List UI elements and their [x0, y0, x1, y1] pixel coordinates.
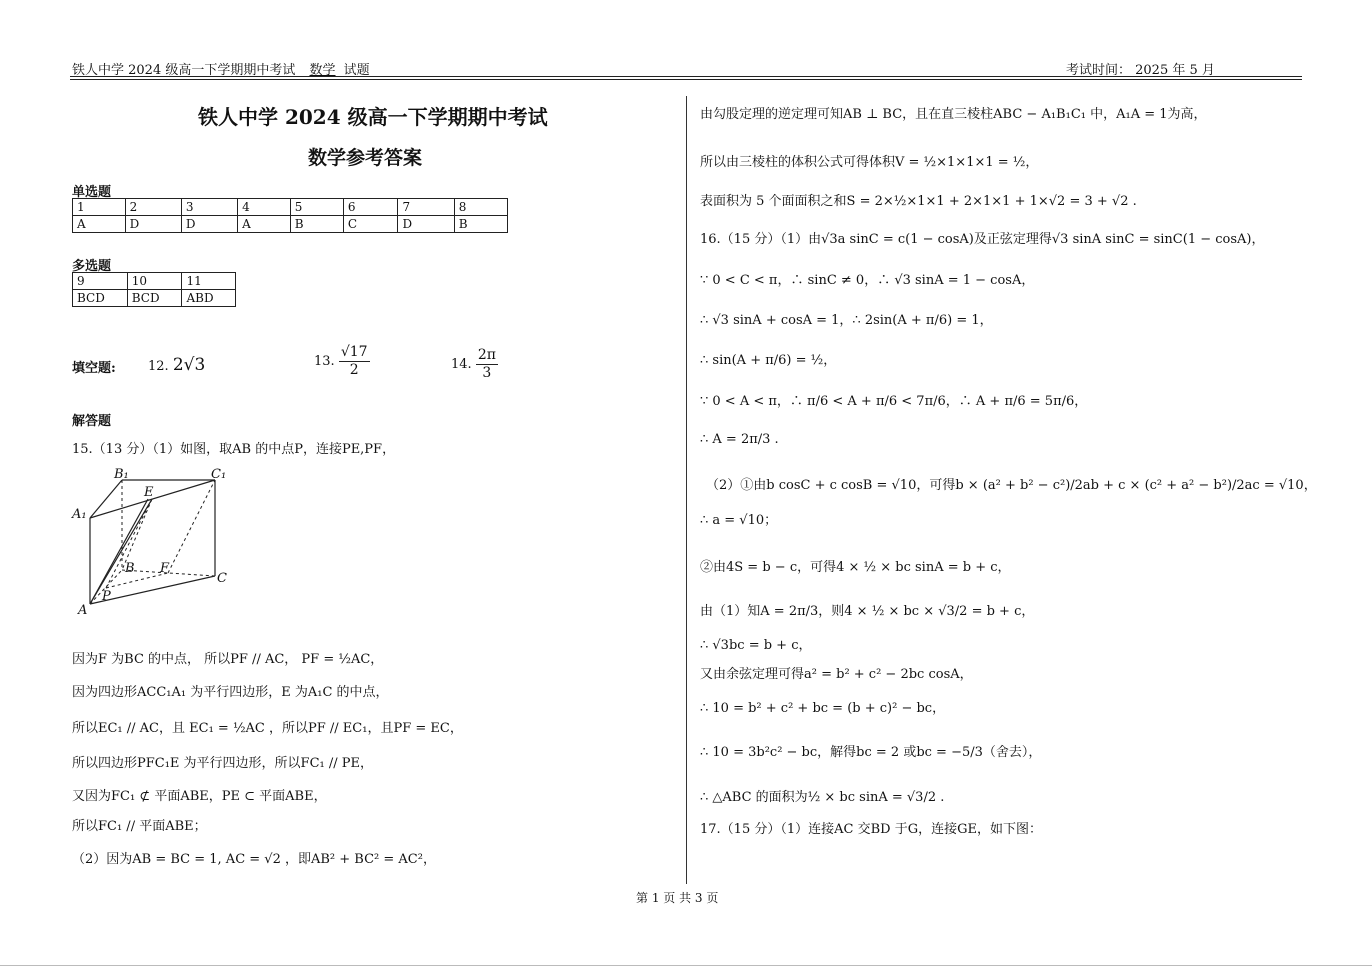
table-cell: 10	[127, 273, 182, 290]
right-line-12: ②由4S = b − c，可得4 × ½ × bc sinA = b + c，	[700, 560, 1011, 575]
fig-label-e: E	[144, 485, 154, 500]
q15-line-4: 所以四边形PFC₁E 为平行四边形，所以FC₁ // PE，	[72, 756, 373, 771]
table-cell: ABD	[182, 290, 236, 307]
fig-label-f: F	[160, 561, 170, 576]
q15-line-3: 所以EC₁ // AC，且 EC₁ = ½AC ，所以PF // EC₁，且PF = EC，	[72, 721, 463, 736]
right-line-16: ∴ 10 = b² + c² + bc = (b + c)² − bc，	[700, 701, 946, 716]
table-cell: 9	[73, 273, 128, 290]
table-cell: B	[454, 216, 507, 233]
table-cell: 1	[73, 199, 126, 216]
single-choice-label: 单选题	[72, 185, 112, 200]
table-cell: 3	[181, 199, 237, 216]
table-cell: D	[181, 216, 237, 233]
fig-label-a1: A₁	[72, 507, 87, 522]
right-line-9: ∴ A = 2π/3 .	[700, 432, 779, 447]
table-cell: A	[73, 216, 126, 233]
multi-choice-table	[72, 272, 236, 307]
right-line-19: 17.（15 分）（1）连接AC 交BD 于G，连接GE，如下图：	[700, 822, 1042, 837]
fill-q14-denom: 3	[482, 365, 492, 381]
fill-q12	[148, 355, 205, 375]
bottom-edge	[0, 965, 1372, 966]
fill-q13	[314, 344, 370, 379]
table-row	[73, 199, 508, 216]
table-cell: 5	[290, 199, 343, 216]
right-line-7: ∴ sin(A + π/6) = ½，	[700, 353, 837, 368]
fill-q12-num: 12.	[148, 359, 169, 374]
table-row	[73, 273, 236, 290]
table-cell: D	[398, 216, 454, 233]
table-cell: BCD	[127, 290, 182, 307]
fig-label-c: C	[217, 571, 227, 586]
solution-label: 解答题	[72, 414, 112, 429]
page-subtitle: 数学参考答案	[308, 147, 423, 169]
table-cell: 7	[398, 199, 454, 216]
table-cell: D	[125, 216, 181, 233]
fill-label: 填空题:	[72, 361, 116, 376]
header-rule	[70, 76, 1302, 77]
table-row	[73, 216, 508, 233]
right-line-6: ∴ √3 sinA + cosA = 1，∴ 2sin(A + π/6) = 1，	[700, 313, 993, 328]
page-title: 铁人中学 2024 级高一下学期期中考试	[198, 105, 548, 129]
table-cell: C	[343, 216, 398, 233]
single-choice-table	[72, 198, 508, 233]
q15-line-2: 因为四边形ACC₁A₁ 为平行四边形，E 为A₁C 的中点，	[72, 685, 389, 700]
right-line-11: ∴ a = √10；	[700, 513, 778, 528]
q15-line-7: （2）因为AB = BC = 1, AC = √2 ，即AB² + BC² = AC²，	[72, 852, 436, 867]
table-cell: 4	[238, 199, 291, 216]
header-suffix: 试题	[343, 63, 370, 78]
fig-label-c1: C₁	[211, 467, 227, 482]
multi-choice-label: 多选题	[72, 259, 112, 274]
q15-head: 15.（13 分）（1）如图，取AB 的中点P，连接PE,PF，	[72, 442, 396, 457]
right-line-5: ∵ 0 < C < π，∴ sinC ≠ 0，∴ √3 sinA = 1 − cosA，	[700, 273, 1035, 288]
header-subject: 数学	[309, 63, 336, 78]
column-divider	[686, 96, 687, 884]
q15-line-6: 所以FC₁ // 平面ABE；	[72, 819, 207, 834]
page-number: 第 1 页 共 3 页	[636, 891, 719, 905]
table-row	[73, 290, 236, 307]
header-school: 铁人中学 2024 级高一下学期期中考试	[72, 63, 296, 78]
right-line-10: （2）①由b cosC + c cosB = √10，可得b × (a² + b² − c²)/2ab + c × (c² + a² − b²)/2ac = √10，	[706, 478, 1317, 493]
header-rule-thin	[70, 79, 1302, 80]
right-line-8: ∵ 0 < A < π，∴ π/6 < A + π/6 < 7π/6，∴ A + π/6 = 5π/6，	[700, 394, 1088, 409]
right-line-18: ∴ △ABC 的面积为½ × bc sinA = √3/2 .	[700, 790, 945, 805]
fill-q13-numer: √17	[340, 344, 368, 360]
table-cell: 6	[343, 199, 398, 216]
fill-q14-numer: 2π	[477, 347, 496, 363]
q15-line-5: 又因为FC₁ ⊄ 平面ABE，PE ⊂ 平面ABE，	[72, 789, 327, 804]
right-line-14: ∴ √3bc = b + c，	[700, 638, 812, 653]
fill-q13-num: 13.	[314, 354, 335, 369]
fig-label-b: B	[125, 561, 135, 576]
right-line-17: ∴ 10 = 3b²c² − bc，解得bc = 2 或bc = −5/3（舍去），	[700, 745, 1042, 760]
fig-label-p: P	[102, 589, 111, 604]
fill-q12-ans: 2√3	[172, 355, 206, 375]
table-cell: A	[238, 216, 291, 233]
fig-label-a: A	[78, 603, 88, 618]
fill-q13-fraction	[339, 344, 370, 379]
fill-q13-denom: 2	[349, 362, 359, 378]
right-line-4: 16.（15 分）（1）由√3a sinC = c(1 − cosA)及正弦定理得√3 sinA sinC = sinC(1 − cosA)，	[700, 232, 1265, 247]
right-line-2: 所以由三棱柱的体积公式可得体积V = ½×1×1×1 = ½，	[700, 155, 1039, 170]
fill-q14	[451, 347, 498, 382]
header-right: 考试时间： 2025 年 5 月	[1066, 63, 1215, 78]
fig-label-b1: B₁	[114, 467, 129, 482]
right-line-15: 又由余弦定理可得a² = b² + c² − 2bc cosA，	[700, 667, 973, 682]
table-cell: 8	[454, 199, 507, 216]
prism-figure	[70, 462, 240, 620]
fill-q14-num: 14.	[451, 357, 472, 372]
table-cell: 11	[182, 273, 236, 290]
table-cell: BCD	[73, 290, 128, 307]
q15-line-1: 因为F 为BC 的中点， 所以PF // AC， PF = ½AC，	[72, 652, 384, 667]
table-cell: 2	[125, 199, 181, 216]
right-line-3: 表面积为 5 个面面积之和S = 2×½×1×1 + 2×1×1 + 1×√2 = 3 + √2 .	[700, 194, 1137, 209]
right-line-13: 由（1）知A = 2π/3，则4 × ½ × bc × √3/2 = b + c，	[700, 604, 1035, 619]
table-cell: B	[290, 216, 343, 233]
fill-q14-fraction	[476, 347, 498, 382]
right-line-1: 由勾股定理的逆定理可知AB ⊥ BC，且在直三棱柱ABC − A₁B₁C₁ 中，A₁A = 1为高，	[700, 107, 1207, 122]
